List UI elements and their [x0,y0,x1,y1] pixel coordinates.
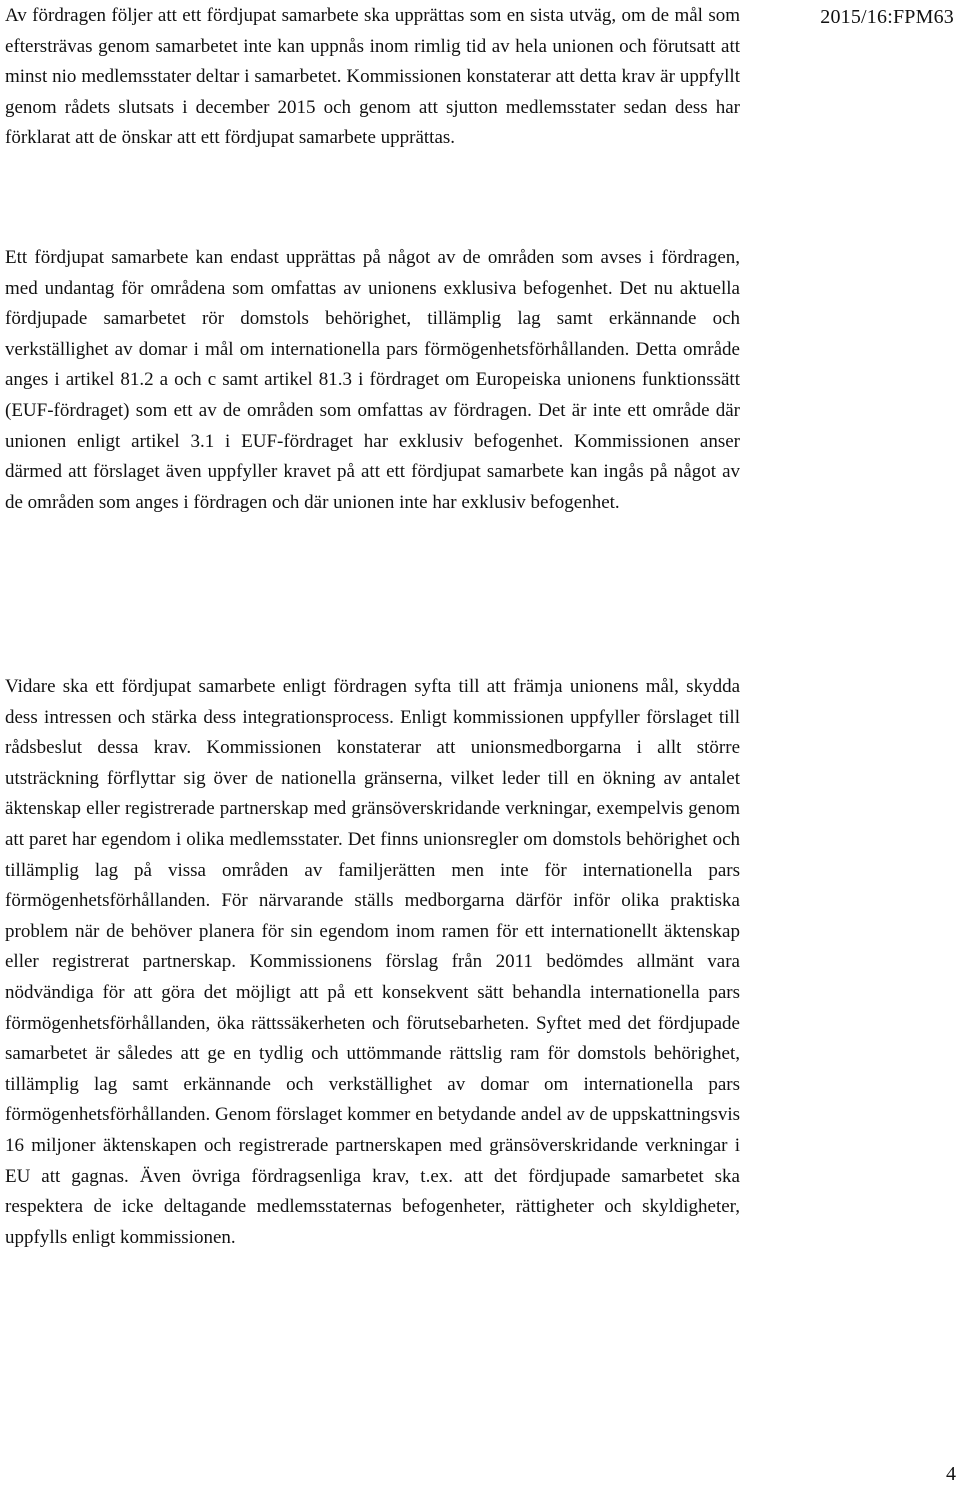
paragraph-text: Ett fördjupat samarbete kan endast upprättas på något av de områden som avses i fördragen, med undantag för områdena som omfattas av unionens exklusiva befogenhet. Det nu aktuella fördjupade samarbetet rör domstols behörighet, tillämplig lag samt erkännande och verkställighet av domar i mål om internationella pars förmögenhetsförhållanden. Detta område anges i artikel 81.2 a och c samt artikel 81.3 i fördraget om Europeiska unionens funktionssätt (EUF-fördraget) som ett av de områden som omfattas av fördragen. Det är inte ett område där unionen enligt artikel 3.1 i EUF-fördraget har exklusiv befogenhet. Kommissionen anser därmed att förslaget även uppfyller kravet på att ett fördjupat samarbete kan ingås på något av de områden som anges i fördragen och där unionen inte har exklusiv befogenhet. [5,247,740,513]
paragraph-text: Av fördragen följer att ett fördjupat samarbete ska upprättas som en sista utväg, om de mål som eftersträvas genom samarbetet inte kan uppnås inom rimlig tid av hela unionen och förutsatt att minst nio medlemsstater deltar i samarbetet. Kommissionen konstaterar att detta krav är uppfyllt genom rådets slutsats i december 2015 och genom att sjutton medlemsstater sedan dess har förklarat att de önskar att ett fördjupat samarbete upprättas. [5,5,740,149]
document-reference: 2015/16:FPM63 [820,6,954,28]
body-paragraph-1 [5,1,740,154]
body-paragraph-2 [5,243,740,518]
paragraph-text: Vidare ska ett fördjupat samarbete enligt fördragen syfta till att främja unionens mål, skydda dess intressen och stärka dess integrationsprocess. Enligt kommissionen uppfyller förslaget till rådsbeslut dessa krav. Kommissionen konstaterar att unionsmedborgarna i allt större utsträckning förflyttar sig över de nationella gränserna, vilket leder till en ökning av antalet äktenskap eller registrerade partnerskap med gränsöverskridande verkningar, exempelvis genom att paret har egendom i olika medlemsstater. Det finns unionsregler om domstols behörighet och tillämplig lag på vissa områden av familjerätten men inte för internationella pars förmögenhetsförhållanden. För närvarande ställs medborgarna därför inför olika praktiska problem när de behöver planera för sin egendom inom ramen för ett internationellt äktenskap eller registrerat partnerskap. Kommissionens förslag från 2011 bedömdes allmänt vara nödvändiga för att göra det möjligt att på ett konsekvent sätt behandla internationella pars förmögenhetsförhållanden, öka rättssäkerheten och förutsebarheten. Syftet med det fördjupade samarbetet är således att ge en tydlig och uttömmande rättslig ram för domstols behörighet, tillämplig lag samt erkännande och verkställighet av domar om internationella pars förmögenhetsförhållanden. Genom förslaget kommer en betydande andel av de uppskattningsvis 16 miljoner äktenskapen och registrerade partnerskapen med gränsöverskridande verkningar i EU att gagnas. Även övriga fördragsenliga krav, t.ex. att det fördjupade samarbetet ska respektera de icke deltagande medlemsstaternas befogenheter, rättigheter och skyldigheter, uppfylls enligt kommissionen. [5,676,740,1248]
body-paragraph-3 [5,672,740,1253]
page-number: 4 [946,1463,956,1485]
